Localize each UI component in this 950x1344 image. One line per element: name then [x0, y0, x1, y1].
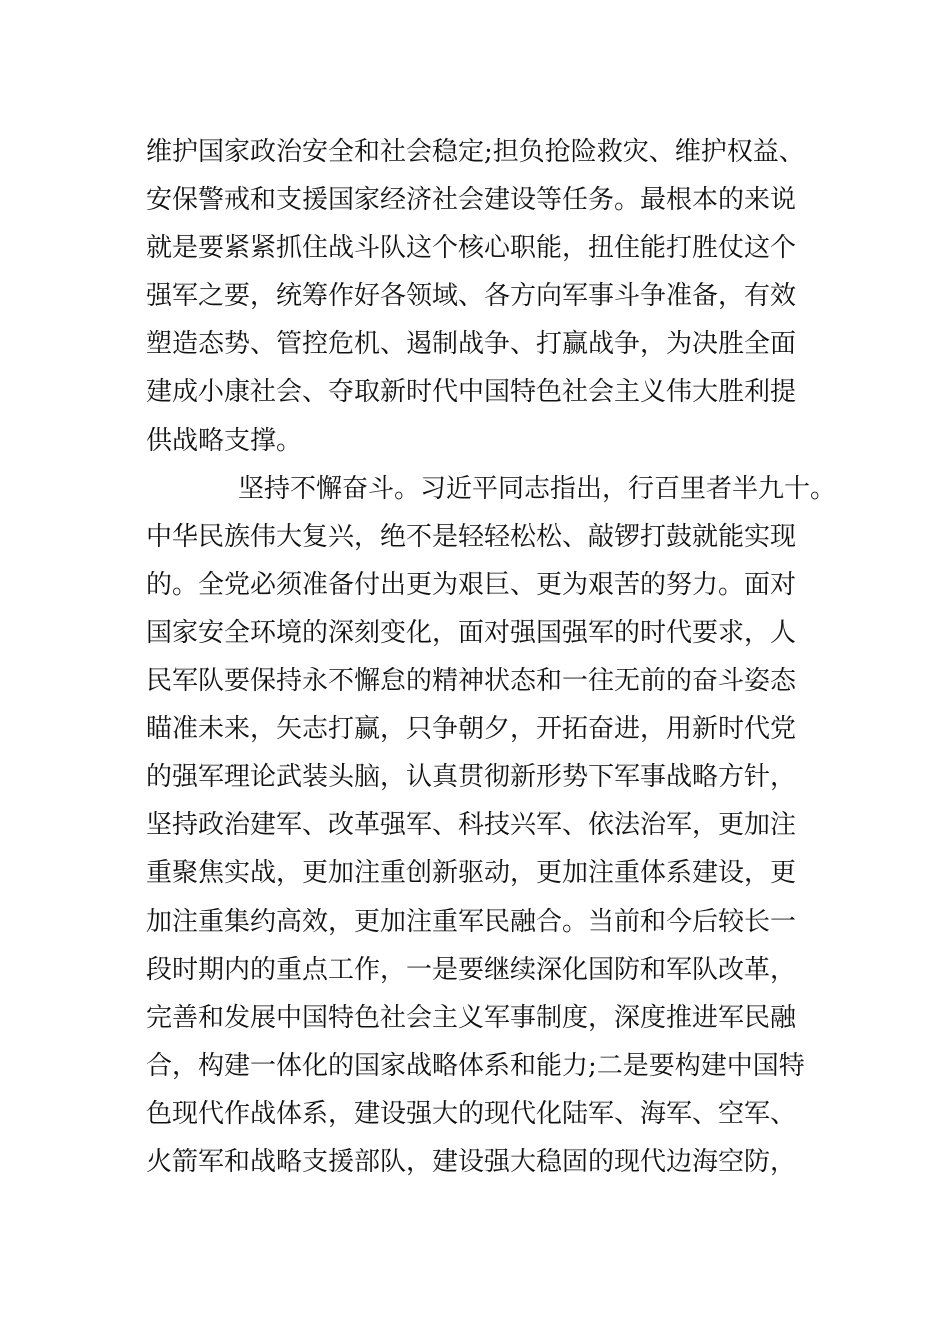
text-line: 色现代作战体系，建设强大的现代化陆军、海军、空军、	[146, 1098, 797, 1129]
text-line: 的强军理论武装头脑，认真贯彻新形势下军事战略方针，	[146, 762, 797, 793]
text-line: 就是要紧紧抓住战斗队这个核心职能，扭住能打胜仗这个	[146, 233, 797, 264]
text-line: 火箭军和战略支援部队，建设强大稳固的现代边海空防，	[146, 1146, 797, 1177]
text-line: 供战略支撑。	[146, 425, 303, 456]
text-line: 维护国家政治安全和社会稳定;担负抢险救灾、维护权益、	[146, 137, 805, 167]
text-line: 建成小康社会、夺取新时代中国特色社会主义伟大胜利提	[146, 377, 797, 408]
text-line: 重聚焦实战，更加注重创新驱动，更加注重体系建设，更	[146, 858, 797, 889]
text-line: 瞄准未来，矢志打赢，只争朝夕，开拓奋进，用新时代党	[146, 714, 797, 745]
text-line: 段时期内的重点工作，一是要继续深化国防和军队改革，	[146, 954, 797, 985]
text-line: 塑造态势、管控危机、遏制战争、打赢战争，为决胜全面	[146, 329, 797, 360]
body-text	[146, 128, 837, 1186]
text-line: 民军队要保持永不懈怠的精神状态和一往无前的奋斗姿态	[146, 666, 797, 697]
text-line: 安保警戒和支援国家经济社会建设等任务。最根本的来说	[146, 185, 797, 216]
text-line: 强军之要，统筹作好各领域、各方向军事斗争准备，有效	[146, 281, 797, 312]
text-line: 加注重集约高效，更加注重军民融合。当前和今后较长一	[146, 906, 797, 937]
text-line: 合，构建一体化的国家战略体系和能力;二是要构建中国特	[146, 1050, 805, 1081]
paragraph-start-line: 坚持不懈奋斗。习近平同志指出，行百里者半九十。	[238, 473, 837, 504]
text-line: 完善和发展中国特色社会主义军事制度，深度推进军民融	[146, 1002, 797, 1033]
text-line: 的。全党必须准备付出更为艰巨、更为艰苦的努力。面对	[146, 569, 797, 600]
text-line: 中华民族伟大复兴，绝不是轻轻松松、敲锣打鼓就能实现	[146, 521, 797, 552]
text-line: 坚持政治建军、改革强军、科技兴军、依法治军，更加注	[146, 810, 797, 841]
text-line: 国家安全环境的深刻变化，面对强国强军的时代要求，人	[146, 617, 797, 648]
